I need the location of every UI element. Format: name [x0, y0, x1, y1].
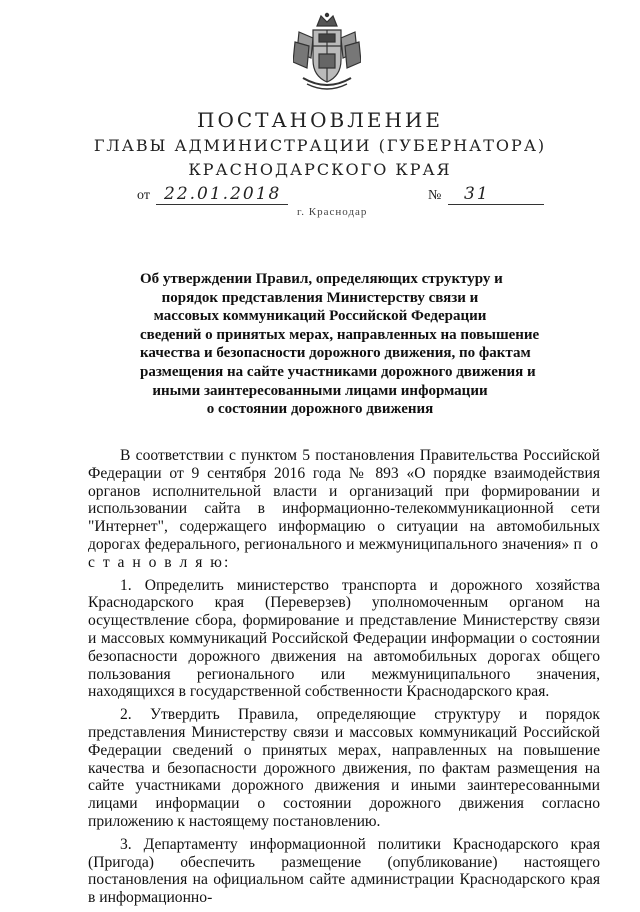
title-line: сведений о принятых мерах, направленных на повышение: [140, 326, 540, 343]
document-type-heading: ПОСТАНОВЛЕНИЕ: [197, 108, 443, 132]
document-number: 31: [448, 184, 544, 205]
decree-word: п о с т а н о в л я ю:: [88, 535, 601, 571]
city-label: г. Краснодар: [297, 206, 368, 218]
title-line: порядок представления Министерству связи и: [161, 289, 479, 306]
title-line: массовых коммуникаций Российской Федерации: [153, 308, 487, 325]
intro-text: В соответствии с пунктом 5 постановления Правительства Российской Федерации от 9 сентября 2016 года № 893 «О порядке взаимодействия органов исполнительной власти и организаций при формировании и использовании сайта в информационно-телекоммуникационной сети "Интернет", содержащего информацию о ситуации на автомобильных дорогах федерального, регионального и межмуниципального значения»: [88, 447, 600, 553]
document-title: [140, 270, 540, 419]
paragraph-1: 1. Определить министерство транспорта и дорожного хозяйства Краснодарского края (Переверзев) уполномоченным органом на осуществление сбора, формирование и представление Министерству связи и массовых коммуникаций Российской Федерации информации о состоянии безопасности дорожного движения на автомобильных дорогах общего пользования регионального или межмуниципального значения, находящихся в государственной собственности Краснодарского края.: [88, 576, 600, 701]
document-body: [88, 447, 600, 912]
title-line: качества и безопасности дорожного движения, по фактам: [140, 345, 531, 362]
title-line: иными заинтересованными лицами информации: [152, 382, 488, 399]
paragraph-3: 3. Департаменту информационной политики Краснодарского края (Пригода) обеспечить размещение (опубликование) настоящего постановления на официальном сайте администрации Краснодарского края в информационно-: [88, 835, 600, 907]
title-line: размещения на сайте участниками дорожного движения и: [140, 363, 536, 380]
krasnodar-coat-of-arms-icon: [293, 12, 361, 92]
title-line: Об утверждении Правил, определяющих структуру и: [140, 271, 503, 287]
paragraph-2: 2. Утвердить Правила, определяющие структуру и порядок представления Министерству связи и массовых коммуникаций Российской Федерации сведений о принятых мерах, направленных на повышение качества и безопасности дорожного движения, по фактам размещения на сайте участниками дорожного движения и иными заинтересованными лицами информации о состоянии дорожного движения согласно приложению к настоящему постановлению.: [88, 706, 600, 830]
title-line: о состоянии дорожного движения: [206, 401, 434, 418]
document-date: 22.01.2018: [156, 184, 288, 205]
number-label: №: [428, 188, 442, 203]
issuer-heading: ГЛАВЫ АДМИНИСТРАЦИИ (ГУБЕРНАТОРА): [93, 136, 547, 155]
intro-paragraph: [88, 447, 600, 572]
date-label: от: [137, 188, 150, 203]
region-heading: КРАСНОДАРСКОГО КРАЯ: [188, 160, 452, 179]
